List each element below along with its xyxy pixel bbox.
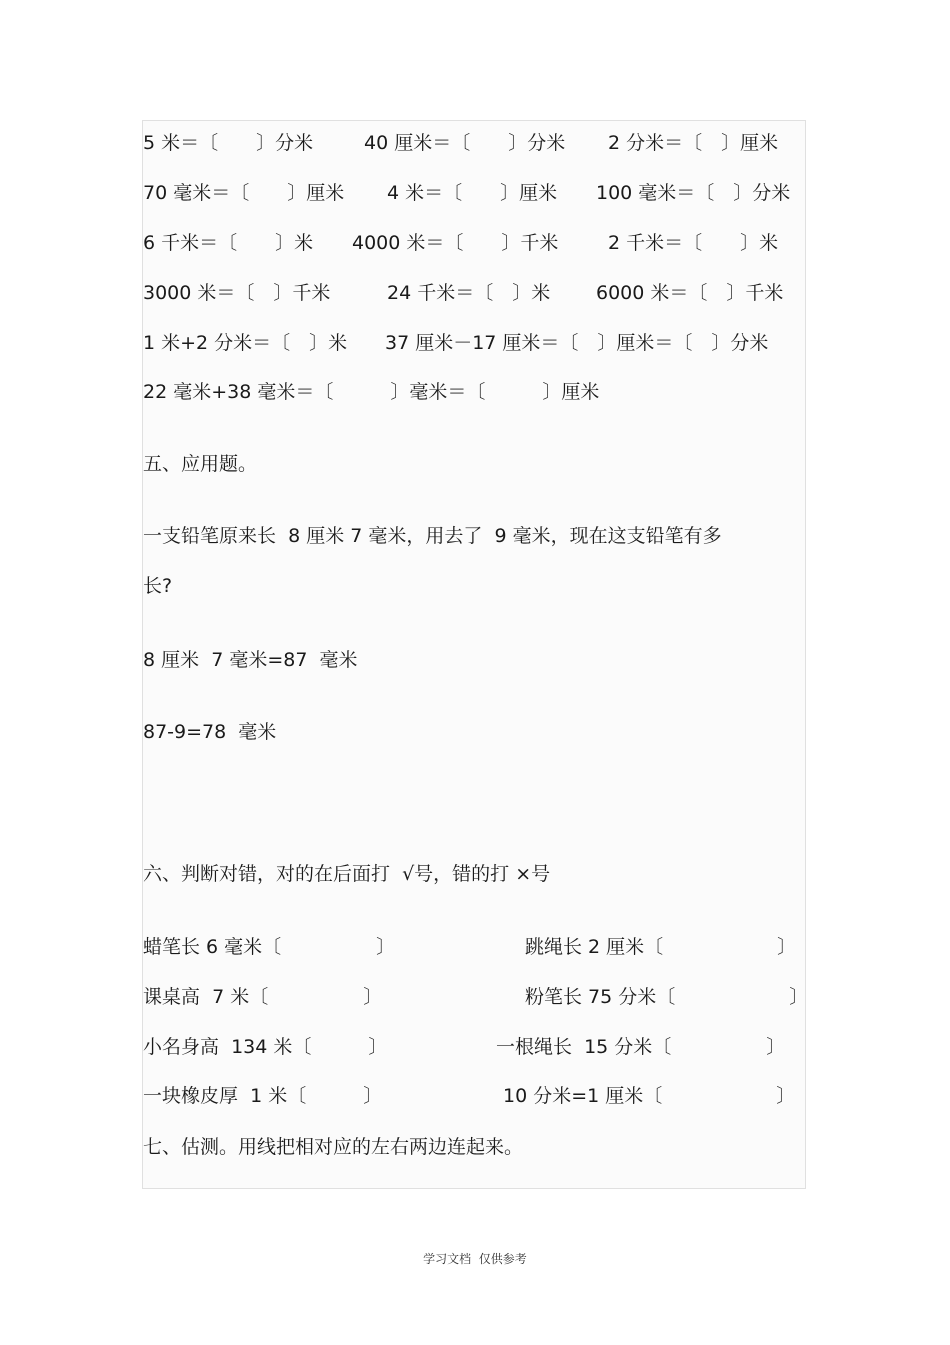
conversion-item: 24 千米＝〔 〕米 — [387, 282, 551, 304]
conversion-item: 6 千米＝〔 〕米 — [143, 232, 314, 254]
conversion-item: 22 毫米+38 毫米＝〔 〕毫米＝〔 〕厘米 — [143, 381, 600, 403]
answer-text: 87-9=78 毫米 — [143, 721, 277, 743]
judge-item: 小名身高 134 米〔 〕 — [143, 1036, 388, 1058]
judge-item: 课桌高 7 米〔 〕 — [143, 986, 383, 1008]
conversion-item: 70 毫米＝〔 〕厘米 — [143, 182, 345, 204]
conversion-item: 4 米＝〔 〕厘米 — [387, 182, 558, 204]
judge-item: 一根绳长 15 分米〔 〕 — [496, 1036, 786, 1058]
conversion-item: 4000 米＝〔 〕千米 — [352, 232, 559, 254]
section-heading: 六、判断对错，对的在后面打 √号，错的打 ×号 — [143, 863, 551, 885]
judge-item: 一块橡皮厚 1 米〔 〕 — [143, 1085, 383, 1107]
conversion-item: 1 米+2 分米＝〔 〕米 — [143, 332, 348, 354]
conversion-item: 100 毫米＝〔 〕分米 — [596, 182, 791, 204]
conversion-item: 37 厘米－17 厘米＝〔 〕厘米＝〔 〕分米 — [385, 332, 769, 354]
conversion-item: 6000 米＝〔 〕千米 — [596, 282, 784, 304]
problem-text: 长? — [143, 575, 173, 597]
conversion-item: 2 千米＝〔 〕米 — [608, 232, 779, 254]
section-heading: 七、估测。用线把相对应的左右两边连起来。 — [143, 1136, 524, 1158]
judge-item: 跳绳长 2 厘米〔 〕 — [525, 936, 797, 958]
answer-text: 8 厘米 7 毫米=87 毫米 — [143, 649, 358, 671]
judge-item: 粉笔长 75 分米〔 〕 — [525, 986, 809, 1008]
conversion-item: 40 厘米＝〔 〕分米 — [364, 132, 566, 154]
conversion-item: 3000 米＝〔 〕千米 — [143, 282, 331, 304]
section-heading: 五、应用题。 — [143, 453, 258, 475]
judge-item: 10 分米=1 厘米〔 〕 — [503, 1085, 796, 1107]
problem-text: 一支铅笔原来长 8 厘米 7 毫米，用去了 9 毫米，现在这支铅笔有多 — [143, 525, 722, 547]
page-footer: 学习文档 仅供参考 — [423, 1252, 527, 1266]
conversion-item: 5 米＝〔 〕分米 — [143, 132, 314, 154]
judge-item: 蜡笔长 6 毫米〔 〕 — [143, 936, 396, 958]
conversion-item: 2 分米＝〔 〕厘米 — [608, 132, 779, 154]
